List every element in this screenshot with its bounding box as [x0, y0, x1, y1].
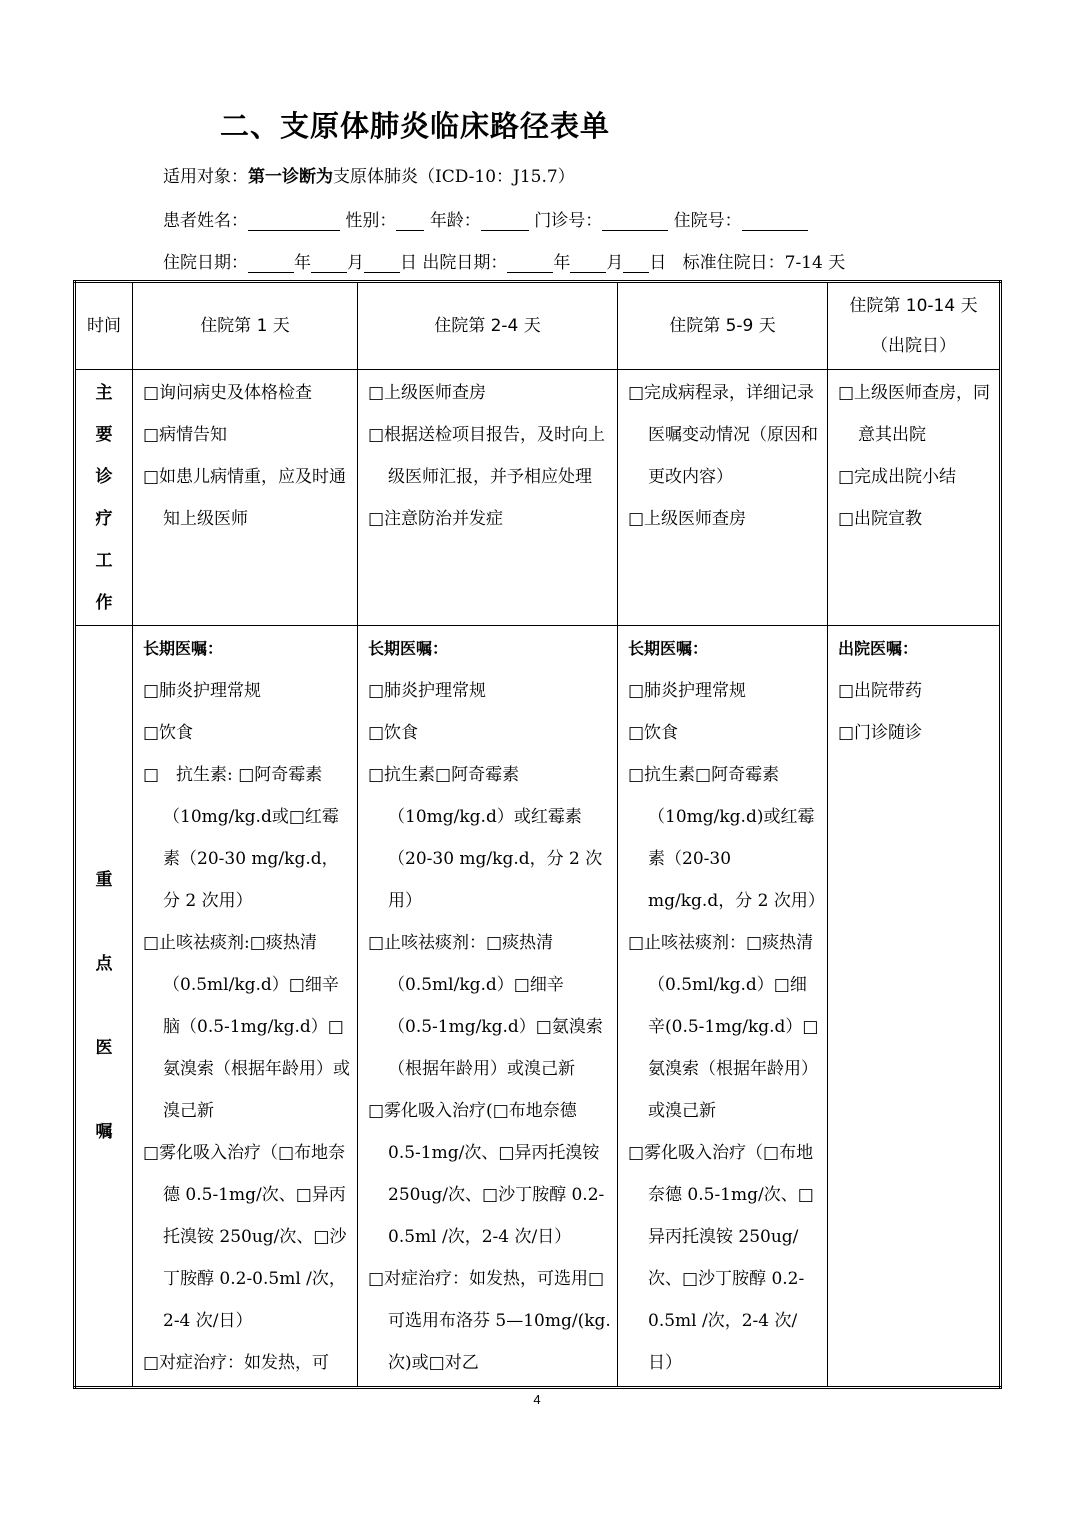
work-day2-4 [358, 370, 618, 626]
admit-day-field[interactable] [364, 254, 400, 273]
checklist-item[interactable]: □根据送检项目报告，及时向上级医师汇报，并予相应处理 [368, 425, 606, 487]
checklist-item[interactable]: □饮食 [368, 723, 419, 743]
checklist-item[interactable]: □雾化吸入治疗(□布地奈德 0.5-1mg/次、□异丙托溴铵 250ug/次、□沙丁胺醇 0.2-0.5ml /次，2-4 次/日） [368, 1101, 605, 1247]
checklist-item[interactable]: □完成出院小结 [838, 467, 957, 487]
patient-name-label: 患者姓名： [163, 211, 248, 231]
admit-year-field[interactable] [248, 254, 294, 273]
year-label: 年 [294, 253, 311, 273]
gender-label: 性别： [345, 211, 397, 231]
clinical-pathway-table [73, 280, 1002, 1389]
checklist-item[interactable]: □上级医师查房，同意其出院 [838, 383, 991, 445]
page-number: 4 [533, 1392, 541, 1407]
discharge-day-field[interactable] [623, 254, 649, 273]
checklist-item[interactable]: □上级医师查房 [368, 383, 487, 403]
clinic-no-label: 门诊号： [534, 211, 603, 231]
checklist-item[interactable]: □ 抗生素: □阿奇霉素（10mg/kg.d或□红霉素（20-30 mg/kg.d，分 2 次用） [143, 765, 339, 911]
clinic-no-field[interactable] [602, 212, 668, 231]
admit-month-field[interactable] [311, 254, 347, 273]
month-label: 月 [347, 253, 364, 273]
label-char: 工 [95, 550, 113, 571]
year-label: 年 [553, 253, 571, 273]
header-day10-14-label: 住院第 10-14 天 [849, 296, 978, 316]
header-row [75, 282, 1001, 370]
main-work-label [75, 370, 133, 626]
orders-day2-4 [358, 626, 618, 1388]
checklist-item[interactable]: □饮食 [628, 723, 679, 743]
long-term-orders-heading: 长期医嘱： [368, 639, 449, 658]
day-label: 日 [400, 253, 417, 273]
month-label: 月 [606, 253, 624, 273]
checklist-item[interactable]: □止咳祛痰剂：□痰热清（0.5ml/kg.d）□细辛(0.5-1mg/kg.d）□氨溴索（根据年龄用）或溴己新 [628, 933, 819, 1121]
checklist-item[interactable]: □肺炎护理常规 [628, 681, 747, 701]
label-char: 主 [95, 382, 113, 403]
header-day2-4: 住院第 2-4 天 [358, 282, 618, 370]
label-char: 嘱 [95, 1122, 113, 1142]
checklist-item[interactable]: □上级医师查房 [628, 509, 747, 529]
patient-name-field[interactable] [248, 212, 340, 231]
applicable-bold: 第一诊断为 [248, 167, 333, 187]
work-day5-9 [618, 370, 828, 626]
discharge-date-label: 出院日期： [422, 253, 508, 273]
discharge-orders-heading: 出院医嘱： [838, 639, 919, 658]
checklist-item[interactable]: □对症治疗：如发热，可 [143, 1353, 330, 1373]
checklist-item[interactable]: □饮食 [143, 723, 194, 743]
day-label: 日 [649, 253, 667, 273]
label-char: 医 [95, 1038, 113, 1058]
orders-day5-9 [618, 626, 828, 1388]
admission-no-label: 住院号： [673, 211, 742, 231]
checklist-item[interactable]: □肺炎护理常规 [368, 681, 487, 701]
header-time: 时间 [75, 282, 133, 370]
work-day10-14 [828, 370, 1001, 626]
label-char: 点 [95, 954, 113, 974]
checklist-item[interactable]: □抗生素□阿奇霉素（10mg/kg.d)或红霉素（20-30 mg/kg.d，分 2 次用） [628, 765, 825, 911]
checklist-item[interactable]: □询问病史及体格检查 [143, 383, 313, 403]
checklist-item[interactable]: □止咳祛痰剂：□痰热清（0.5ml/kg.d）□细辛（0.5-1mg/kg.d）□氨溴索（根据年龄用）或溴己新 [368, 933, 603, 1079]
key-orders-label [75, 626, 133, 1388]
checklist-item[interactable]: □雾化吸入治疗（□布地奈德 0.5-1mg/次、□异丙托溴铵 250ug/次、□沙丁胺醇 0.2-0.5ml /次，2-4 次/日） [143, 1143, 347, 1331]
page-title: 二、支原体肺炎临床路径表单 [220, 109, 611, 143]
label-char: 要 [95, 424, 113, 445]
checklist-item[interactable]: □抗生素□阿奇霉素（10mg/kg.d）或红霉素（20-30 mg/kg.d，分 2 次用） [368, 765, 603, 911]
checklist-item[interactable]: □出院宣教 [838, 509, 923, 529]
long-term-orders-heading: 长期医嘱： [628, 639, 709, 658]
admit-date-label: 住院日期： [163, 253, 248, 273]
checklist-item[interactable]: □如患儿病情重，应及时通知上级医师 [143, 467, 347, 529]
checklist-item[interactable]: □门诊随诊 [838, 723, 923, 743]
header-day5-9: 住院第 5-9 天 [618, 282, 828, 370]
work-day1 [133, 370, 358, 626]
orders-day1 [133, 626, 358, 1388]
long-term-orders-heading: 长期医嘱： [143, 639, 224, 658]
discharge-month-field[interactable] [570, 254, 606, 273]
header-discharge-day: （出院日） [871, 336, 956, 356]
dates-line [163, 248, 845, 273]
main-work-row [75, 370, 1001, 626]
standard-stay: 标准住院日：7-14 天 [682, 253, 846, 273]
patient-line [163, 206, 808, 231]
checklist-item[interactable]: □完成病程录，详细记录医嘱变动情况（原因和更改内容） [628, 383, 818, 487]
checklist-item[interactable]: □注意防治并发症 [368, 509, 504, 529]
label-char: 作 [95, 592, 113, 613]
checklist-item[interactable]: □肺炎护理常规 [143, 681, 262, 701]
orders-day10-14 [828, 626, 1001, 1388]
checklist-item[interactable]: □病情告知 [143, 425, 228, 445]
applicable-text: 支原体肺炎（ICD-10：J15.7） [333, 167, 575, 187]
applicable-label: 适用对象： [163, 167, 248, 187]
checklist-item[interactable]: □出院带药 [838, 681, 923, 701]
age-field[interactable] [481, 212, 529, 231]
label-char: 诊 [95, 466, 113, 487]
header-day1: 住院第 1 天 [133, 282, 358, 370]
age-label: 年龄： [429, 211, 481, 231]
checklist-item[interactable]: □止咳祛痰剂:□痰热清（0.5ml/kg.d）□细辛脑（0.5-1mg/kg.d）□氨溴索（根据年龄用）或溴己新 [143, 933, 350, 1121]
checklist-item[interactable]: □雾化吸入治疗（□布地奈德 0.5-1mg/次、□异丙托溴铵 250ug/次、□沙丁胺醇 0.2-0.5ml /次，2-4 次/日） [628, 1143, 814, 1373]
label-char: 重 [95, 870, 113, 890]
applicable-line [163, 162, 575, 187]
label-char: 疗 [95, 508, 113, 529]
header-day10-14 [828, 282, 1001, 370]
key-orders-row [75, 626, 1001, 1388]
gender-field[interactable] [396, 212, 424, 231]
admission-no-field[interactable] [742, 212, 808, 231]
checklist-item[interactable]: □对症治疗：如发热，可选用□可选用布洛芬 5—10mg/(kg.次)或□对乙 [368, 1269, 611, 1373]
discharge-year-field[interactable] [507, 254, 553, 273]
